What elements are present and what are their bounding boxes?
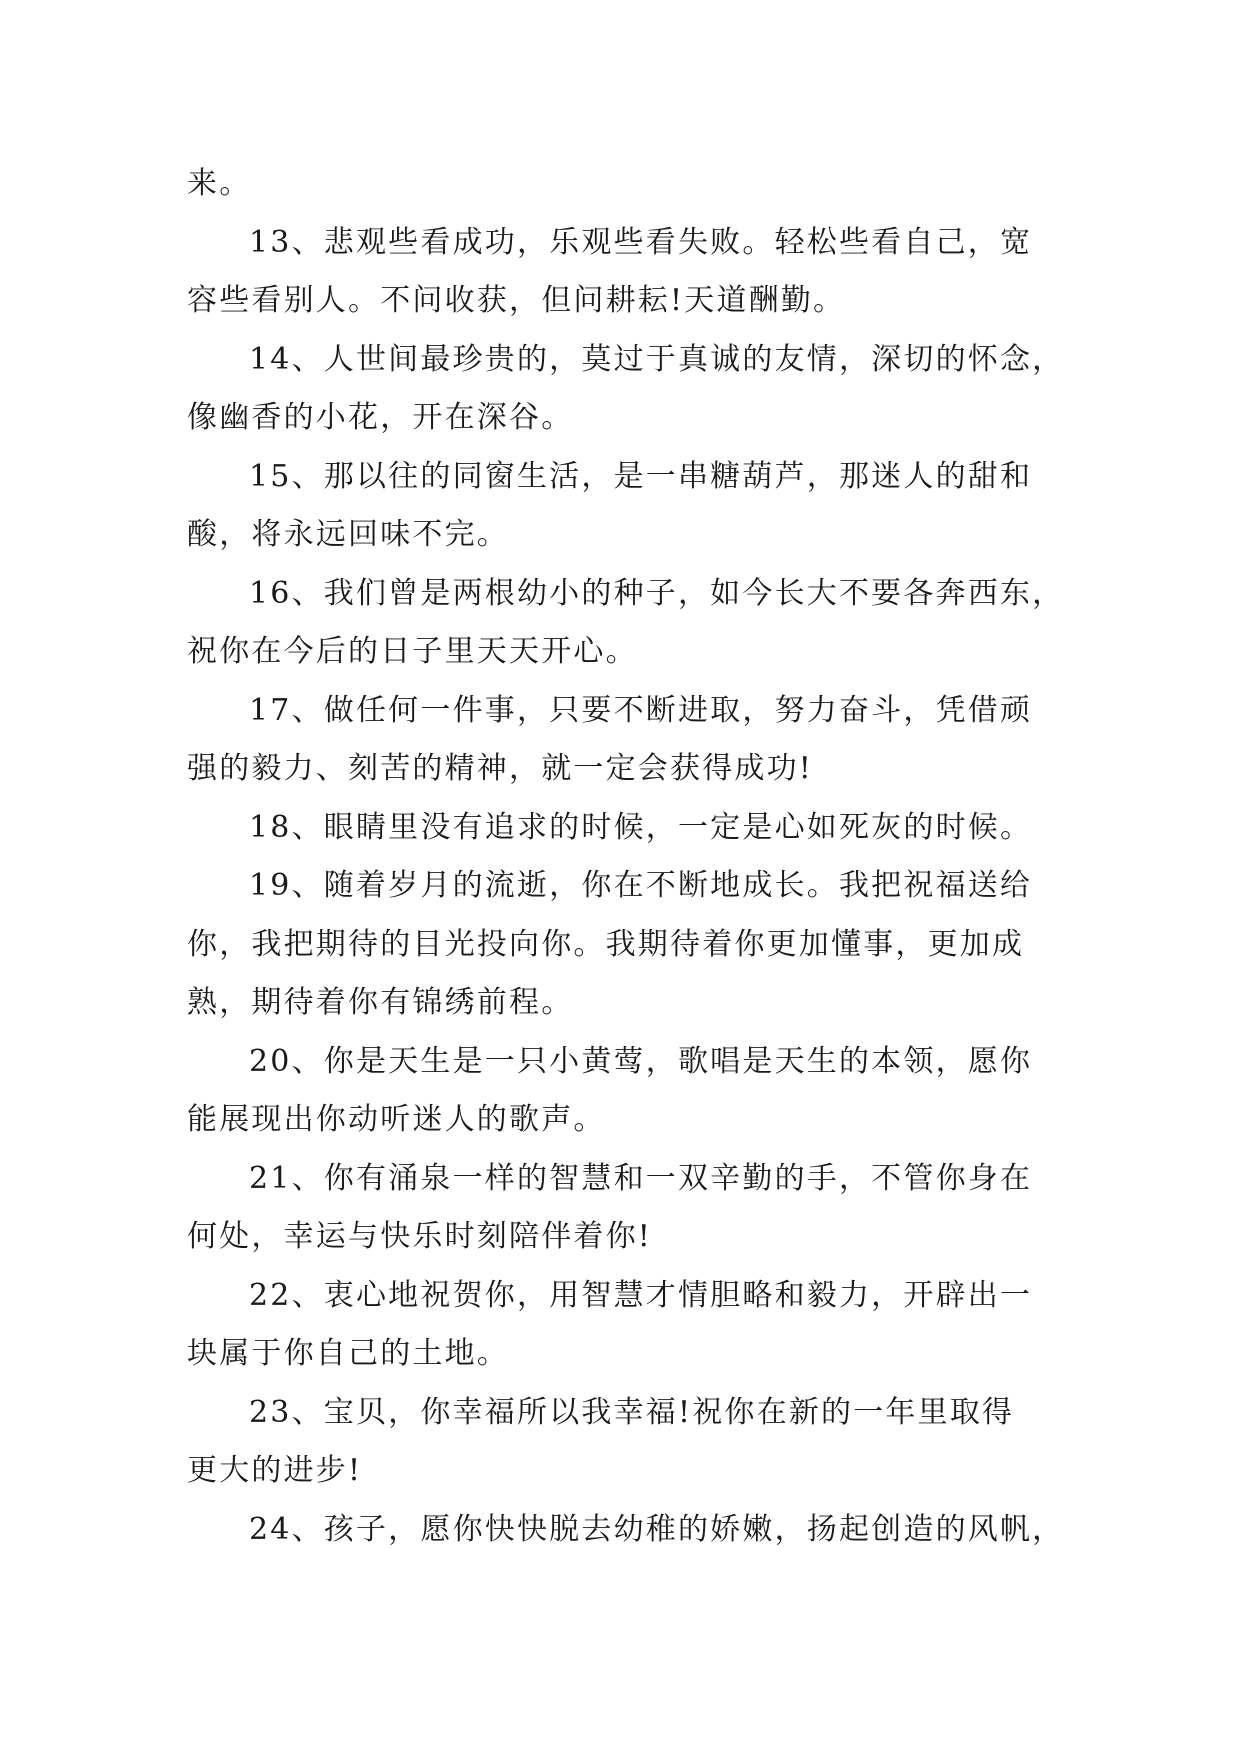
text-line: 15、那以往的同窗生活，是一串糖葫芦，那迷人的甜和: [249, 458, 1033, 494]
text-line: 24、孩子，愿你快快脱去幼稚的娇嫩，扬起创造的风帆，: [249, 1511, 1065, 1547]
paragraph: [187, 565, 1067, 682]
text-line: 祝你在今后的日子里天天开心。: [187, 634, 638, 669]
text-line: 18、眼睛里没有追求的时候，一定是心如死灰的时候。: [249, 809, 1033, 845]
text-line: 19、随着岁月的流逝，你在不断地成长。我把祝福送给: [249, 868, 1033, 903]
text-line: 更大的进步!: [187, 1453, 363, 1488]
paragraph: [187, 155, 1067, 214]
paragraph: [187, 799, 1067, 858]
text-line: 14、人世间最珍贵的，莫过于真诚的友情，深切的怀念，: [249, 341, 1065, 377]
paragraph: [187, 857, 1067, 1033]
paragraph: [187, 1033, 1067, 1150]
document-body: [187, 155, 1067, 1559]
text-line: 像幽香的小花，开在深谷。: [187, 400, 574, 435]
text-line: 酸，将永远回味不完。: [187, 517, 509, 552]
text-line: 容些看别人。不问收获，但问耕耘!天道酬勤。: [187, 283, 846, 318]
paragraph: [187, 1150, 1067, 1267]
text-line: 强的毅力、刻苦的精神，就一定会获得成功!: [187, 751, 814, 786]
text-line: 你，我把期待的目光投向你。我期待着你更加懂事，更加成: [187, 926, 1025, 962]
text-line: 何处，幸运与快乐时刻陪伴着你!: [187, 1219, 653, 1254]
paragraph: [187, 682, 1067, 799]
text-line: 23、宝贝，你幸福所以我幸福!祝你在新的一年里取得: [249, 1394, 1015, 1430]
text-line: 块属于你自己的土地。: [187, 1336, 509, 1371]
text-line: 17、做任何一件事，只要不断进取，努力奋斗，凭借顽: [249, 692, 1033, 728]
paragraph: [187, 448, 1067, 565]
text-line: 能展现出你动听迷人的歌声。: [187, 1102, 606, 1137]
paragraph: [187, 1267, 1067, 1384]
paragraph: [187, 214, 1067, 331]
text-line: 22、衷心地祝贺你，用智慧才情胆略和毅力，开辟出一: [249, 1277, 1033, 1313]
text-line: 13、悲观些看成功，乐观些看失败。轻松些看自己，宽: [249, 224, 1033, 260]
paragraph: [187, 1501, 1067, 1560]
text-line: 16、我们曾是两根幼小的种子，如今长大不要各奔西东，: [249, 575, 1065, 611]
paragraph: [187, 331, 1067, 448]
text-line: 熟，期待着你有锦绣前程。: [187, 985, 574, 1020]
text-line: 来。: [187, 166, 252, 201]
paragraph: [187, 1384, 1067, 1501]
text-line: 21、你有涌泉一样的智慧和一双辛勤的手，不管你身在: [249, 1160, 1033, 1196]
text-line: 20、你是天生是一只小黄莺，歌唱是天生的本领，愿你: [249, 1043, 1033, 1079]
